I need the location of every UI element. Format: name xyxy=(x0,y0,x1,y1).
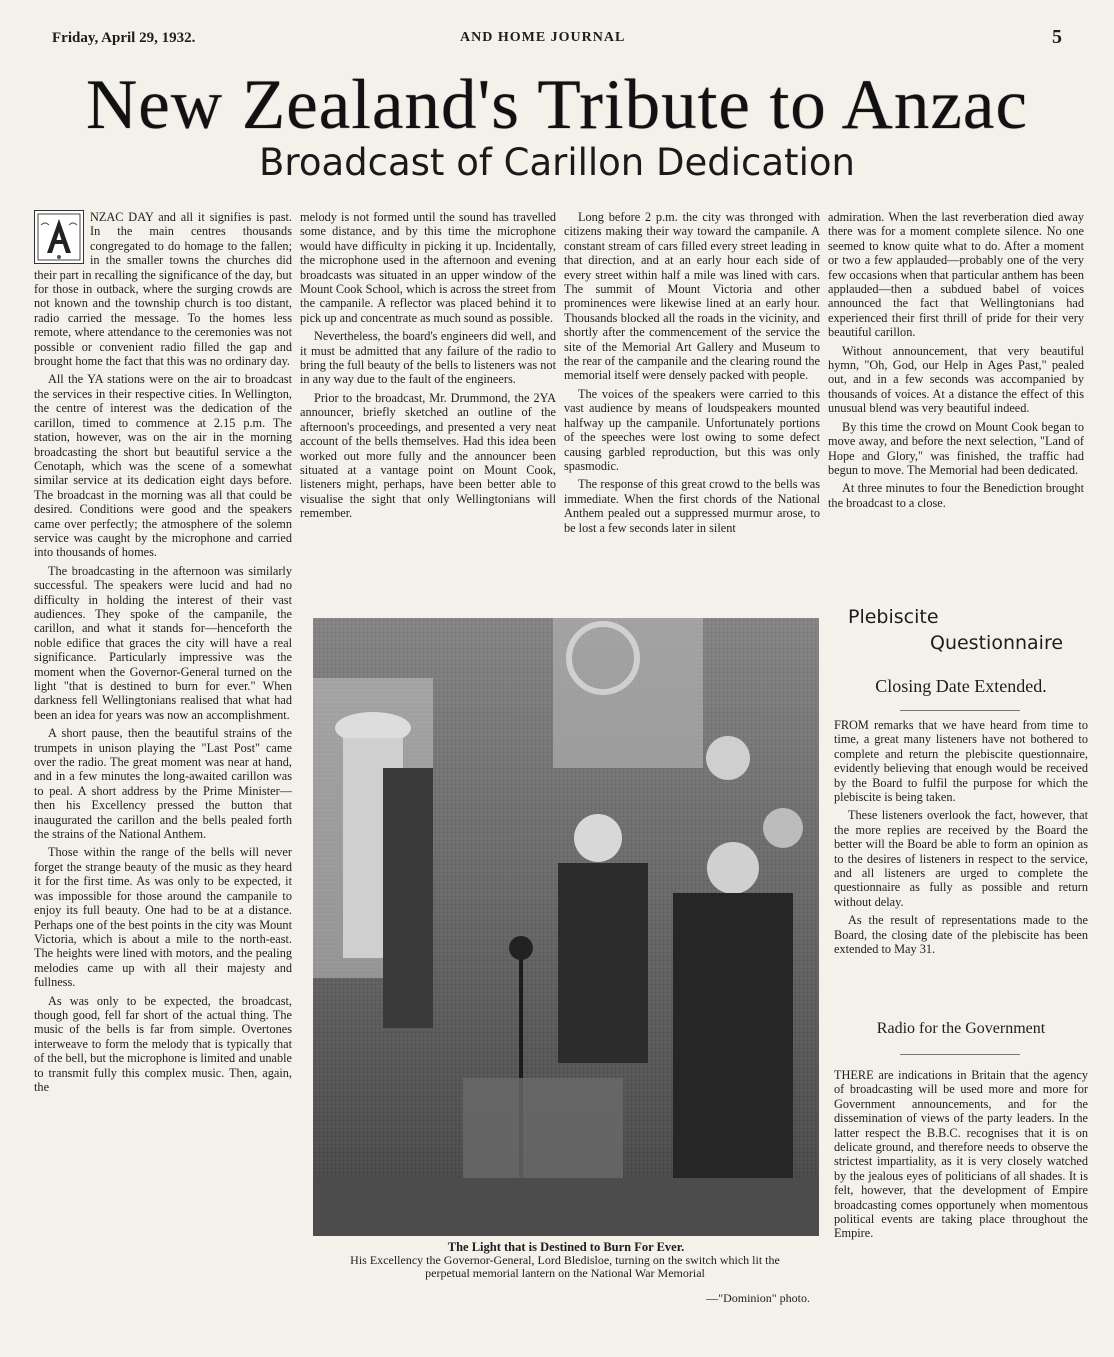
headline: New Zealand's Tribute to Anzac xyxy=(86,66,1028,144)
plebiscite-title-line2: Questionnaire xyxy=(930,632,1064,654)
article-paragraph: A short pause, then the beautiful strains of the trumpets in unison playing the "Last Post" came over the radio. The great moment was near at hand, and in a few minutes the long-awaited carillon was to peal. A short address by the Prime Minister—then his Excellency pressed the button that inaugurated the carillon and the bells pealed forth the strains of the National Anthem. xyxy=(34,726,292,842)
government-body xyxy=(834,1068,1088,1245)
plebiscite-paragraph: These listeners overlook the fact, however, that the more replies are received by the Board the better will the Board be able to form an opinion as to the desires of listeners in respect to the service, and all listeners are urged to complete the questionnaire as fully as possible and return without delay. xyxy=(834,808,1088,909)
photo-caption-text: His Excellency the Governor-General, Lord Bledisloe, turning on the switch which lit the perpetual memorial lantern on the National War Memorial xyxy=(350,1253,780,1280)
divider xyxy=(900,710,1020,711)
plebiscite-paragraph: FROM remarks that we have heard from time to time, a great many listeners have not bothered to complete and return the plebiscite questionnaire, evidently believing that enough would be received by the Board to fulfil the purpose for which the plebiscite is being taken. xyxy=(834,718,1088,805)
article-column-4 xyxy=(828,210,1084,514)
news-photo xyxy=(313,618,819,1236)
article-paragraph: The response of this great crowd to the bells was immediate. When the first chords of the National Anthem pealed out a suppressed murmur arose, to be lost a few seconds later in silent xyxy=(564,477,820,535)
divider xyxy=(900,1054,1020,1055)
page-number: 5 xyxy=(1052,26,1062,48)
subheadline: Broadcast of Carillon Dedication xyxy=(259,141,855,184)
article-column-2 xyxy=(300,210,556,525)
article-paragraph: admiration. When the last reverberation died away there was for a moment complete silence. No one seemed to know quite what to do. After a moment or two a few applauded—probably one of the very few occasions when that particular anthem has been applauded—then a subdued babel of voices announced the fact that Wellingtonians had experienced their first thrill of pride for their very beautiful carillon. xyxy=(828,210,1084,340)
plebiscite-body xyxy=(834,718,1088,961)
government-paragraph: THERE are indications in Britain that the agency of broadcasting will be used more and more for Government announcements, and for the dissemination of views of the party leaders. In the latter respect the B.B.C. recognises that it is on delicate ground, and therefore needs to observe the strictest impartiality, as it is very closely watched by the jealous eyes of politicians of all shades. It is felt, however, that the development of Empire broadcasting comes opportunely when momentous political events are taking place throughout the Empire. xyxy=(834,1068,1088,1241)
photo-illustration xyxy=(313,618,819,1236)
article-paragraph: Nevertheless, the board's engineers did well, and it must be admitted that any failure of the radio to bring the full beauty of the bells to listeners was not in any way due to the fault of the engineers. xyxy=(300,329,556,387)
article-paragraph: Without announcement, that very beautiful hymn, "Oh, God, our Help in Ages Past," pealed out, and in a few seconds was accompanied by thousands of voices. At a distance the effect of this unusual blend was very beautiful indeed. xyxy=(828,343,1084,416)
issue-date: Friday, April 29, 1932. xyxy=(52,30,196,46)
photo-caption-title: The Light that is Destined to Burn For Ever. xyxy=(447,1240,685,1254)
article-paragraph: All the YA stations were on the air to broadcast the services in their respective cities. In Wellington, the centre of interest was the dedication of the carillon, timed to commence at 2.15 p.m. The station, however, was on the air in the morning broadcasting the short but beautiful service a the Cenotaph, which was the scene of a somewhat similar service at its dedication eight days before. The broadcast in the morning was all that could be desired. Conditions were good and the speakers came over perfectly; the atmosphere of the solemn service was caught by the microphone and carried into thousands of homes. xyxy=(34,372,292,560)
ornamental-dropcap-icon xyxy=(34,210,84,264)
article-paragraph: Prior to the broadcast, Mr. Drummond, the 2YA announcer, briefly sketched an outline of the afternoon's proceedings, and presented a very neat account of the bells themselves. Had this idea been worked out more fully and the announcer been situated at a vantage point on Mount Cook, listeners might, perhaps, have been better able to visualise the sight that only Wellingtonians will remember. xyxy=(300,390,556,521)
article-column-1 xyxy=(34,210,292,1098)
article-paragraph: melody is not formed until the sound has travelled some distance, and by this time the microphone would have difficulty in picking it up. Incidentally, the microphone used in the afternoon and evening broadcasts was situated in an upper window of the Mount Cook School, which is across the street from the campanile. A reflector was placed behind it to pick up and concentrate as much sound as possible. xyxy=(300,210,556,325)
article-paragraph: NZAC DAY and all it signifies is past. In the main centres thousands congregated to do homage to the fallen; in the smaller towns the churches did their part in recalling the significance of the day, but for those in outback, where the surging crowds are not known and the township church is too distant, radio carried the message. To the homes less remote, where attendance to the ceremonies was not possible or convenient radio filled the gap and brought home the fact that this was no ordinary day. xyxy=(34,210,292,369)
article-paragraph: Those within the range of the bells will never forget the strange beauty of the music as they heard it for the first time. As was only to be expected, it was impossible for those around the campanile to enjoy its full beauty. One had to be at a distance. Perhaps one of the best points in the city was Mount Victoria, which is about a mile to the north-east. The heights were lined with motors, and the pealing melodies came up with all their majesty and fullness. xyxy=(34,845,292,990)
article-paragraph: As was only to be expected, the broadcast, though good, fell far short of the actual thing. The music of the bells is far from simple. Overtones interweave to form the melody that is typically that of the bell, but the microphone is limited and unable to transmit fully this complex music. Then, again, the xyxy=(34,993,292,1094)
masthead xyxy=(0,26,1114,52)
article-column-3 xyxy=(564,210,820,539)
article-paragraph: By this time the crowd on Mount Cook began to move away, and before the next selection, "Land of Hope and Glory," was finished, the traffic had begun to move. The Memorial had been dedicated. xyxy=(828,419,1084,477)
photo-credit: —"Dominion" photo. xyxy=(706,1291,810,1305)
plebiscite-paragraph: As the result of representations made to the Board, the closing date of the plebiscite has been extended to May 31. xyxy=(834,913,1088,957)
article-paragraph: The broadcasting in the afternoon was similarly successful. The speakers were lucid and had no difficulty in holding the interest of their vast audiences. They spoke of the campanile, the carillon, and what it stands for—henceforth the noble edifice that graces the city will have a real significance. Particularly impressive was the moment when the Governor-General turned on the light "that is destined to burn for ever." When darkness fell Wellingtonians realised that what had been an idea for years was now an accomplishment. xyxy=(34,563,292,722)
government-title: Radio for the Government xyxy=(876,1020,1046,1037)
article-paragraph: The voices of the speakers were carried to this vast audience by means of loudspeakers mounted halfway up the campanile. Unfortunately portions of the speeches were lost owing to some defect causing garbled reproduction, but this was only spasmodic. xyxy=(564,386,820,473)
journal-name: AND HOME JOURNAL xyxy=(460,30,626,45)
article-paragraph: Long before 2 p.m. the city was thronged with citizens making their way toward the campanile. A constant stream of cars filled every street leading in that direction, and at an early hour each side of every street within half a mile was lined with cars. The summit of Mount Victoria and other prominences were likewise lined at an early hour. Thousands blocked all the roads in the vicinity, and shortly after the commencement of the service the site of the Memorial Art Gallery and Museum to the rear of the campanile and the clearing round the memorial itself were densely packed with people. xyxy=(564,210,820,383)
plebiscite-title-line1: Plebiscite xyxy=(848,606,939,628)
article-paragraph: At three minutes to four the Benediction brought the broadcast to a close. xyxy=(828,481,1084,510)
plebiscite-subtitle: Closing Date Extended. xyxy=(875,676,1047,696)
